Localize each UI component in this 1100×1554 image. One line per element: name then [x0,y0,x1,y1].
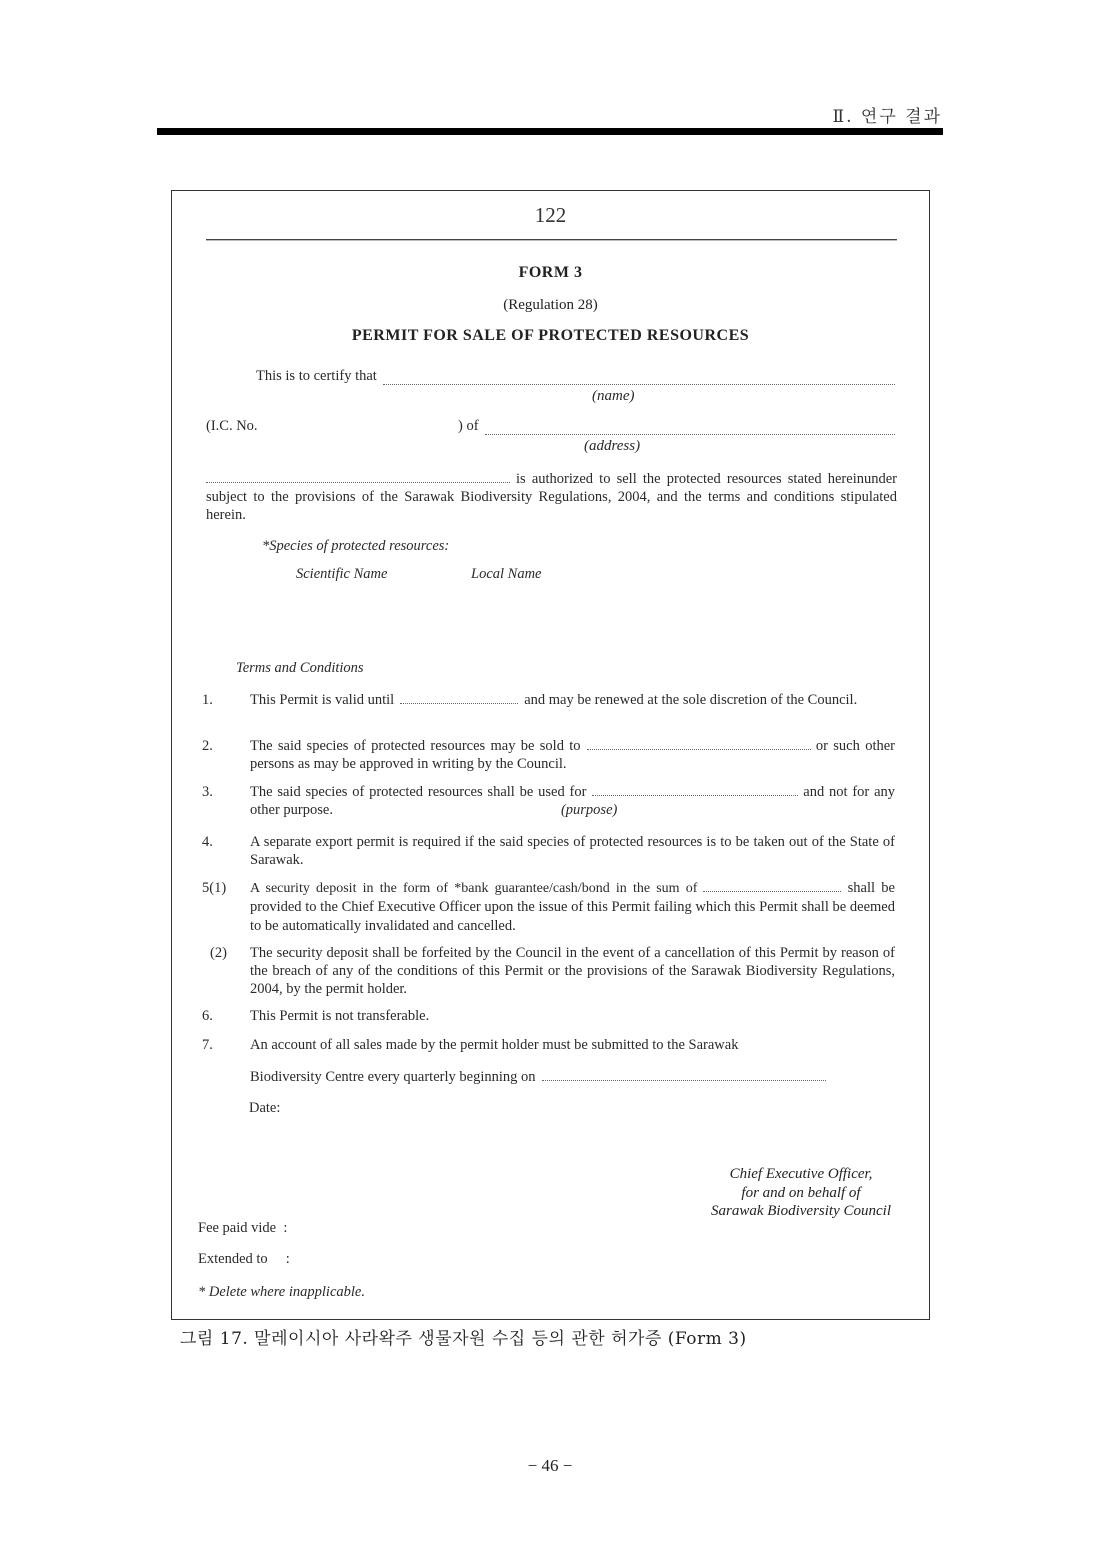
address-caption: (address) [584,438,641,454]
certify-line [256,367,895,385]
term-text-cont: and may be renewed at the sole discretion of the Council. [524,692,858,708]
term-text-cont: shall be provided to the Chief Executive Officer upon the issue of this Permit failing which this Permit shall be deemed to be automatically invalidated and cancelled. [250,880,895,934]
term-text: An account of all sales made by the permit holder must be submitted to the Sarawak [250,1037,739,1053]
ic-label: (I.C. No. [206,418,258,434]
of-text: ) of [458,418,479,434]
term-text: The security deposit shall be forfeited by the Council in the event of a cancellation of this Permit by reason of the breach of any of the conditions of this Permit or the provisions of the Sarawak Biodiversity Regulations, 2004, by the permit holder. [250,945,895,997]
species-heading: *Species of protected resources: [262,538,450,554]
deposit-blank [703,880,841,892]
regulation-label: (Regulation 28) [503,297,598,313]
address-blank [485,422,895,435]
signature-block [711,1165,891,1221]
term-number: 2. [202,738,213,754]
purpose-caption: (purpose) [560,802,618,818]
term-item [210,944,895,998]
scientific-name-header: Scientific Name [296,566,388,582]
footer-page-number: − 46 − [527,1456,573,1475]
term-text: This Permit is not transferable. [250,1008,430,1024]
figure-caption: 그림 17. 말레이시아 사라왁주 생물자원 수집 등의 관한 허가증 (Form 3) [180,1329,747,1349]
term-text: The said species of protected resources shall be used for [250,784,587,800]
term-number: 5(1) [202,880,227,896]
term-number: 1. [202,692,213,708]
term-item [202,783,895,819]
fee-paid-label: Fee paid vide : [198,1220,288,1236]
ceo-title: Chief Executive Officer, [729,1166,873,1182]
term-number: 4. [202,834,213,850]
form-title: FORM 3 [518,264,583,281]
form-page-number: 122 [534,203,567,227]
term-text-cont: and not for any other purpose. [250,784,896,818]
header-rule [157,128,943,135]
term-text-cont: Biodiversity Centre every quarterly beginning on [250,1069,536,1085]
certify-text: This is to certify that [256,368,377,384]
form-scan [171,190,930,1320]
date-blank [400,692,518,704]
term-item [202,1036,895,1093]
holder-blank [206,471,510,483]
term-text: The said species of protected resources may be sold to [250,738,581,754]
buyer-blank [587,738,811,750]
name-blank [383,372,895,385]
form-top-rule [206,239,897,241]
term-number: 7. [202,1037,213,1053]
term-item [202,879,895,936]
term-number: 3. [202,784,213,800]
term-number: (2) [210,945,227,961]
date-label: Date: [249,1100,281,1116]
name-caption: (name) [592,388,635,404]
term-text-cont: or such other persons as may be approved in writing by the Council. [250,738,895,772]
term-text: A separate export permit is required if the said species of protected resources is to be taken out of the State of Sarawak. [250,834,895,868]
term-item [202,1007,895,1025]
term-text: This Permit is valid until [250,692,395,708]
section-header: Ⅱ. 연구 결과 [832,107,942,127]
terms-heading: Terms and Conditions [236,660,364,676]
term-item [202,691,895,709]
term-item [202,737,895,773]
delete-note: * Delete where inapplicable. [198,1284,365,1300]
address-line [458,417,895,435]
quarter-blank [542,1069,826,1081]
authorized-paragraph [206,470,897,524]
extended-to-label: Extended to : [198,1251,290,1267]
permit-heading: PERMIT FOR SALE OF PROTECTED RESOURCES [351,327,750,344]
term-item [202,833,895,869]
authorized-text: is authorized to sell the protected resources stated hereinunder subject to the provisions of the Sarawak Biodiversity Regulations, 2004, and the terms and conditions stipulated herein. [206,471,897,523]
ceo-behalf: for and on behalf of [741,1184,861,1201]
local-name-header: Local Name [471,566,542,582]
term-number: 6. [202,1008,213,1024]
ceo-council: Sarawak Biodiversity Council [711,1203,891,1219]
term-text: A security deposit in the form of *bank guarantee/cash/bond in the sum of [250,881,698,896]
purpose-blank [592,784,798,796]
